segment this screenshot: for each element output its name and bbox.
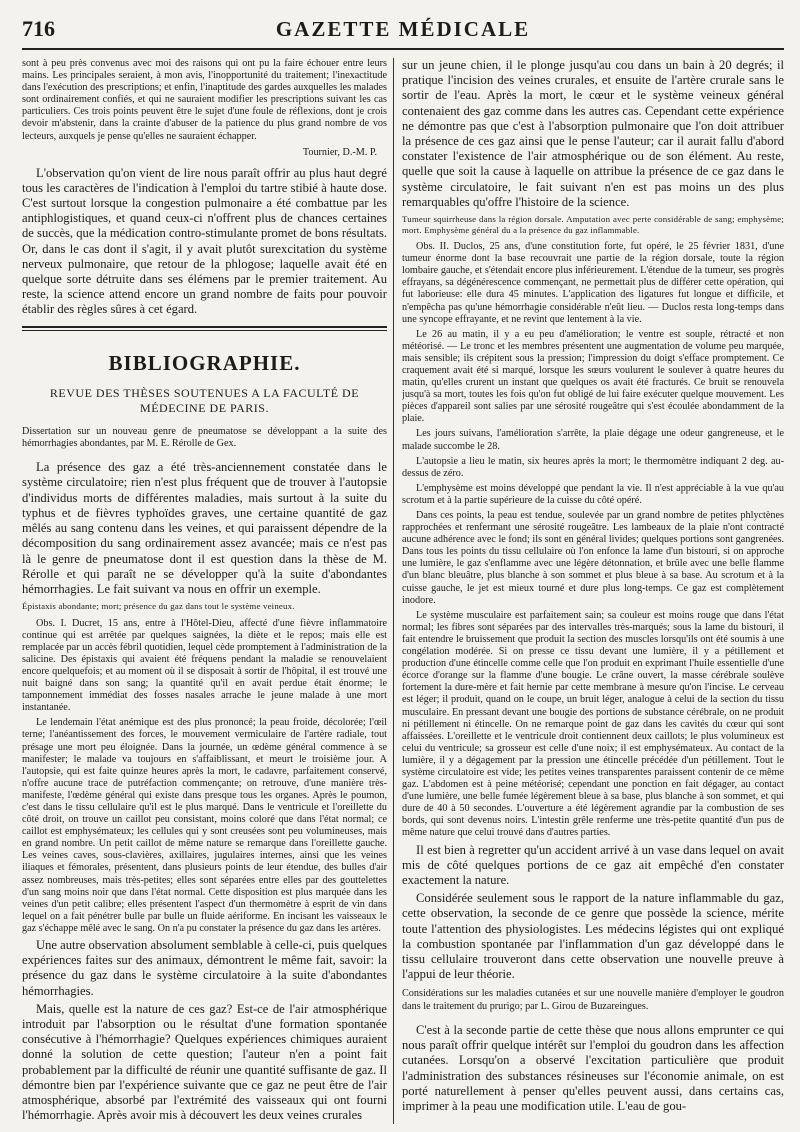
article-title: Dissertation sur un nouveau genre de pneumatose se développant a la suite des hémorrhagies abondantes, par M. E. Rérolle de Gex. [22,425,387,449]
article-title: Considérations sur les maladies cutanées et sur une nouvelle manière d'employer le goudron dans le traitement du prurigo; par L. Girou de Buzareingues. [402,988,784,1012]
paragraph: Le lendemain l'état anémique est des plus prononcé; la peau froide, décolorée; l'œil terne; l'anéantissement des forces, le mouvement vermiculaire de l'artère radiale, tout présage une mort peu éloignée. Dans la journée, un œdème général commence à se manifester; le malade va toujours en s'affaiblissant, et meurt le troisième jour. A l'autopsie, qui est faite quinze heures après la mort, le cadavre, parfaitement conservé, n'offre aucune trace de putréfaction commençante; on retrouve, d'une manière très-manifeste, l'œdème général qui existe dans presque tous les organes. Après le poumon, c'est dans le tissu cellulaire qu'il est le plus marqué. Dans le ventricule et l'oreillette du côté droit, on trouve un caillot peu consistant, moins coloré que dans l'état normal; ce caillot est emphysémateux; les cellules qui y sont creusées sont peu volumineuses, mais en grand nombre. Un petit caillot de même nature se remarque dans l'oreillette gauche. Les veines caves, sous-clavières, axillaires, jugulaires internes, ainsi que les veines iliaques et fémorales, présentent, dans plusieurs points de leur étendue, des bulles d'air assez nombreuses, mais très-petites; elles sont séparées entre elles par des gouttelettes d'un sang moins noir que dans l'état normal. Cette disposition est plus marquée dans les veines d'un petit calibre; elles présentent l'aspect d'un thermomètre à esprit de vin dans lequel on a fait pénétrer bulle par bulle un fluide aériforme. En incisant les vaisseaux le gaz s'échappe mêlé avec le sang. On n'a pu constater la présence du gaz dans les artères. [22,717,387,934]
paragraph: L'emphysème est moins développé que pendant la vie. Il n'est appréciable à la vue qu'au scrotum et à la partie supérieure de la cuisse du côté opéré. [402,482,784,506]
section-title: BIBLIOGRAPHIE. [108,350,301,375]
paragraph: Obs. I. Ducret, 15 ans, entre à l'Hôtel-Dieu, affecté d'une fièvre inflammatoire continue qui est arrêtée par quelques saignées, la diète et le repos; mais elle est remplacée par un accès fébril quotidien, lequel cède promptement à l'administration de la salicine. Des épistaxis qui avaient été fréquens pendant la maladie se renouvelaient encore quelquefois; et au moment où il se disposait à sortir de l'hôpital, il est trouvé une nuit baigné dans son sang; la quantité qu'il en avait perdue était énorme; le tamponnement immédiat des fosses nasales arrache le jeune malade à une mort instantanée. [22,617,387,714]
paragraph: Obs. II. Duclos, 25 ans, d'une constitution forte, fut opéré, le 25 février 1831, d'une tumeur énorme dont la base recouvrait une partie de la région dorsale, toute la région lombaire gauche, et s'étendait encore plus inférieurement. L'étendue de la tumeur, ses progrès effrayans, sa dégénérescence commençant, ne permettait plus de différer cette opération, qui fut laborieuse: elle dura 45 minutes. L'application des ligatures fut longue et difficile, et n'empêcha pas qu'une hémorrhagie considérable n'eût lieu. — Duclos resta long-temps dans une syncope effrayante, et ne revint que lentement à la vie. [402,241,784,325]
right-column [402,58,784,1124]
paragraph: Mais, quelle est la nature de ces gaz? Est-ce de l'air atmosphérique introduit par l'absorption ou le résultat d'une formation spontanée consécutive à l'hémorrhagie? Quelques expériences chimiques auraient donné la solution de cette question; l'auteur n'en a point fait probablement par la difficulté de réunir une quantité suffisante de gaz. Il démontre bien par l'expérience suivante que ce gaz ne peut être de l'air atmosphérique, absorbé par l'extrémité des vaisseaux qui ont fourni l'hémorrhagie. Après avoir mis à découvert les deux veines crurales [22,1001,387,1123]
paragraph: L'observation qu'on vient de lire nous paraît offrir au plus haut degré tous les caractères de l'indication à l'emploi du tartre stibié à haute dose. C'est surtout lorsque la congestion pulmonaire a été combattue par les antiphlogistiques, et quand ceux-ci n'offrent plus de chances certaines de succès, que la médication contro-stimulante promet de bons résultats. Or, dans le cas dont il s'agit, il y avait plutôt surexcitation du système nerveux pulmonaire, que retour de la phlogose; laquelle avait été en quelque sorte détruite dans ses élémens par le premier traitement. Au reste, la science attend encore un grand nombre de faits pour pouvoir établir des règles sûres à cet égard. [22,165,387,317]
page-number: 716 [22,16,55,41]
section-divider [22,330,387,331]
paragraph: sur un jeune chien, il le plonge jusqu'au cou dans un bain à 20 degrés; il pratique l'incision des veines crurales, et ensuite de l'artère crurale sans le sortir de l'eau. Après la mort, le cœur et le système veineux général contenaient des gaz comme dans les autres cas. Cependant cette expérience ne démontre pas que c'est à l'absorption pulmonaire que l'on doit attribuer la présence de ces gaz ainsi que le pense l'auteur; car il aurait fallu d'abord constater l'existence de l'air atmosphérique ou de son élément. Au reste, quelle que soit la cause à laquelle on attribue la présence de ce gaz dans le système circulatoire, le fait suivant n'en est pas moins un des plus remarquables qu'offre l'histoire de la science. [402,58,784,209]
column-rule [393,58,394,1124]
paragraph: L'autopsie a lieu le matin, six heures après la mort; le thermomètre indiquant 2 deg. au-dessus de zéro. [402,455,784,479]
paragraph: Une autre observation absolument semblable à celle-ci, puis quelques expériences faites sur des animaux, démontrent le même fait, savoir: la présence du gaz dans le système circulatoire à la suite d'abondantes hémorrhagies. [22,938,387,998]
paragraph: C'est à la seconde partie de cette thèse que nous allons emprunter ce qui nous paraît offrir quelque intérêt sur l'emploi du goudron dans les affection cutanées. Lorsqu'on a observé l'excitation particulière que produit l'administration des substances résineuses sur l'économie animale, on est porté naturellement à penser qu'elles peuvent aussi, dans certains cas, imprimer à la peau une modification utile. L'eau de gou- [402,1022,784,1113]
paragraph: Le 26 au matin, il y a eu peu d'amélioration; le ventre est souple, rétracté et non météorisé. — Le tronc et les membres présentent une augmentation de volume peu marquée, mais sensible; ils crépitent sous la pression; l'impression du doigt s'efface promptement. Ce craquement avait été si marqué, lorsque les sœurs voulurent le soulever à quatre heures du matin, qu'elles crurent un instant que quelques os avait été fracturés. Ce bruit se renouvela jusqu'à sa mort, toutes les fois qu'on fut obligé de lui faire exécuter quelque mouvement. Les pièces d'appareil sont salies par une sérosité rougeâtre qui s'est écoulée abondamment de la plaie. [402,328,784,425]
newspaper-page [22,14,784,1124]
section-subtitle: REVUE DES THÈSES SOUTENUES A LA FACULTÉ DE MÉDECINE DE PARIS. [49,385,360,415]
case-heading: Épistaxis abondante; mort; présence du gaz dans tout le système veineux. [22,601,295,612]
paragraph: Les jours suivans, l'amélioration s'arrête, la plaie dégage une odeur gangreneuse, et le malade succombe le 28. [402,428,784,452]
masthead [22,14,784,50]
section-divider [22,326,387,328]
journal-title: GAZETTE MÉDICALE [275,17,531,41]
author-signature: Tournier, D.-M. P. [302,146,377,158]
paragraph: La présence des gaz a été très-anciennement constatée dans le système circulatoire; rien n'est plus fréquent que de trouver à l'autopsie d'individus morts de différentes maladies, mais surtout à la suite du typhus et de fièvres typhoïdes graves, une certaine quantité de gaz mêlés au sang contenu dans les veines, et qui paraissent dépendre de la décomposition du sang ordinairement assez avancée; mais ce n'est pas là le genre de pneumatose dont il est question dans la thèse de M. Rérolle et qui paraît ne se développer qu'à la suite d'abondantes hémorrhagies. Le fait suivant va nous en offrir un exemple. [22,460,387,596]
case-heading: Tumeur squirrheuse dans la région dorsale. Amputation avec perte considérable de sang; emphysème; mort. Emphysème général du a la présence du gaz inflammable. [402,214,784,235]
paragraph: Il est bien à regretter qu'un accident arrivé à un vase dans lequel on avait mis de côté quelques portions de ce gaz ait empêché d'en constater exactement la nature. [402,842,784,887]
left-column [22,58,387,1124]
paragraph: Dans ces points, la peau est tendue, soulevée par un grand nombre de petites phlyctènes rapprochées et renfermant une sérosité rougeâtre. Les lambeaux de la plaie n'ont contracté aucune adhérence avec le fond; ils sont en général livides; quelques portions sont gangrenées. Dans tous les points du tissu cellulaire où l'on enfonce la lame d'un bistouri, si on approche une lumière, le gaz s'enflamme avec une légère détonnation, et brûle avec une belle flamme d'un blanc bleuâtre, plus blanche à son sommet et plus bleue à sa base. Au scrotum et à la cuisse gauche, le jet est mieux tourné et dure plus long-temps. Ce gaz est complètement inodore. [402,510,784,606]
paragraph: sont à peu près convenus avec moi des raisons qui ont pu la faire échouer entre leurs mains. Les principales seraient, à mon avis, l'inopportunité du traitement; l'inexactitude dans l'exécution des prescriptions; et enfin, l'inaptitude des gardes auxquelles les malades sont ordinairement confiés, et qui ne sauraient modifier les prescriptions suivant les cas particuliers. Ces trois points peuvent être le sujet d'une foule de réflexions, dont je crois devoir m'abstenir, dans la crainte d'abuser de la patience du plus grand nombre de vos lecteurs, auxquels je pense qu'elles ne sauraient échapper. [22,58,387,142]
paragraph: Considérée seulement sous le rapport de la nature inflammable du gaz, cette observation, la seconde de ce genre que possède la science, mérite toute l'attention des physiologistes. Les médecins légistes qui ont expliqué la combustion spontanée par l'inflammation d'un gaz développé dans le tissu cellulaire trouveront dans cette observation une nouvelle preuve à l'appui de leur théorie. [402,891,784,982]
columns [22,58,784,1124]
paragraph: Le système musculaire est parfaitement sain; sa couleur est moins rouge que dans l'état normal; les fibres sont séparées par des intervalles très-marqués; sous la lame du bistouri, il fait entendre le bruissement que produit la section des muscles lorsqu'ils ont été soumis à une congélation modérée. Si on presse ce tissu devant une lumière, il y a pétillement et production d'une étincelle comme celle que l'on produit en exprimant l'huile essentielle d'une écorce d'orange sur la flamme d'une bougie. Le crâne ouvert, la masse cérébrale soulève fortement la dure-mère et fait hernie par cette membrane à mesure qu'on l'incise. Le cerveau est léger; il produit, quand on le coupe, un bruit léger, analogue à celui de la section du tissu musculaire. En pressant devant une bougie des portions de substance cérébrale, on ne produit ni pétillement ni étincelle. On ne remarque point de gaz dans les cavités du cœur qui sont affaissées. L'oreillette et le ventricule droit contiennent deux caillots; le plus volumineux est celui du ventricule; sa grosseur est celle d'une noix; il est emphysémateux. Au contact de la lumière, il y a dégagement par la pression une étincelle précédée d'un pétillement. Tout le système circulatoire est vide; les petites veines transparentes paraissent contenir de ce même gaz. L'abdomen est à peine météorisé; cependant une ponction en fait dégager, au contact d'une lumière, une belle fumée légèrement bleue à sa base, plus blanche à son sommet, et qui dure de 40 à 50 secondes. L'ouverture a été légèrement agrandie par la combustion de ses bords, qui sont devenus noirs. L'intestin grêle renferme une très-petite quantité d'un pus de même nature que celui trouvé dans d'autres parties. [402,609,784,839]
